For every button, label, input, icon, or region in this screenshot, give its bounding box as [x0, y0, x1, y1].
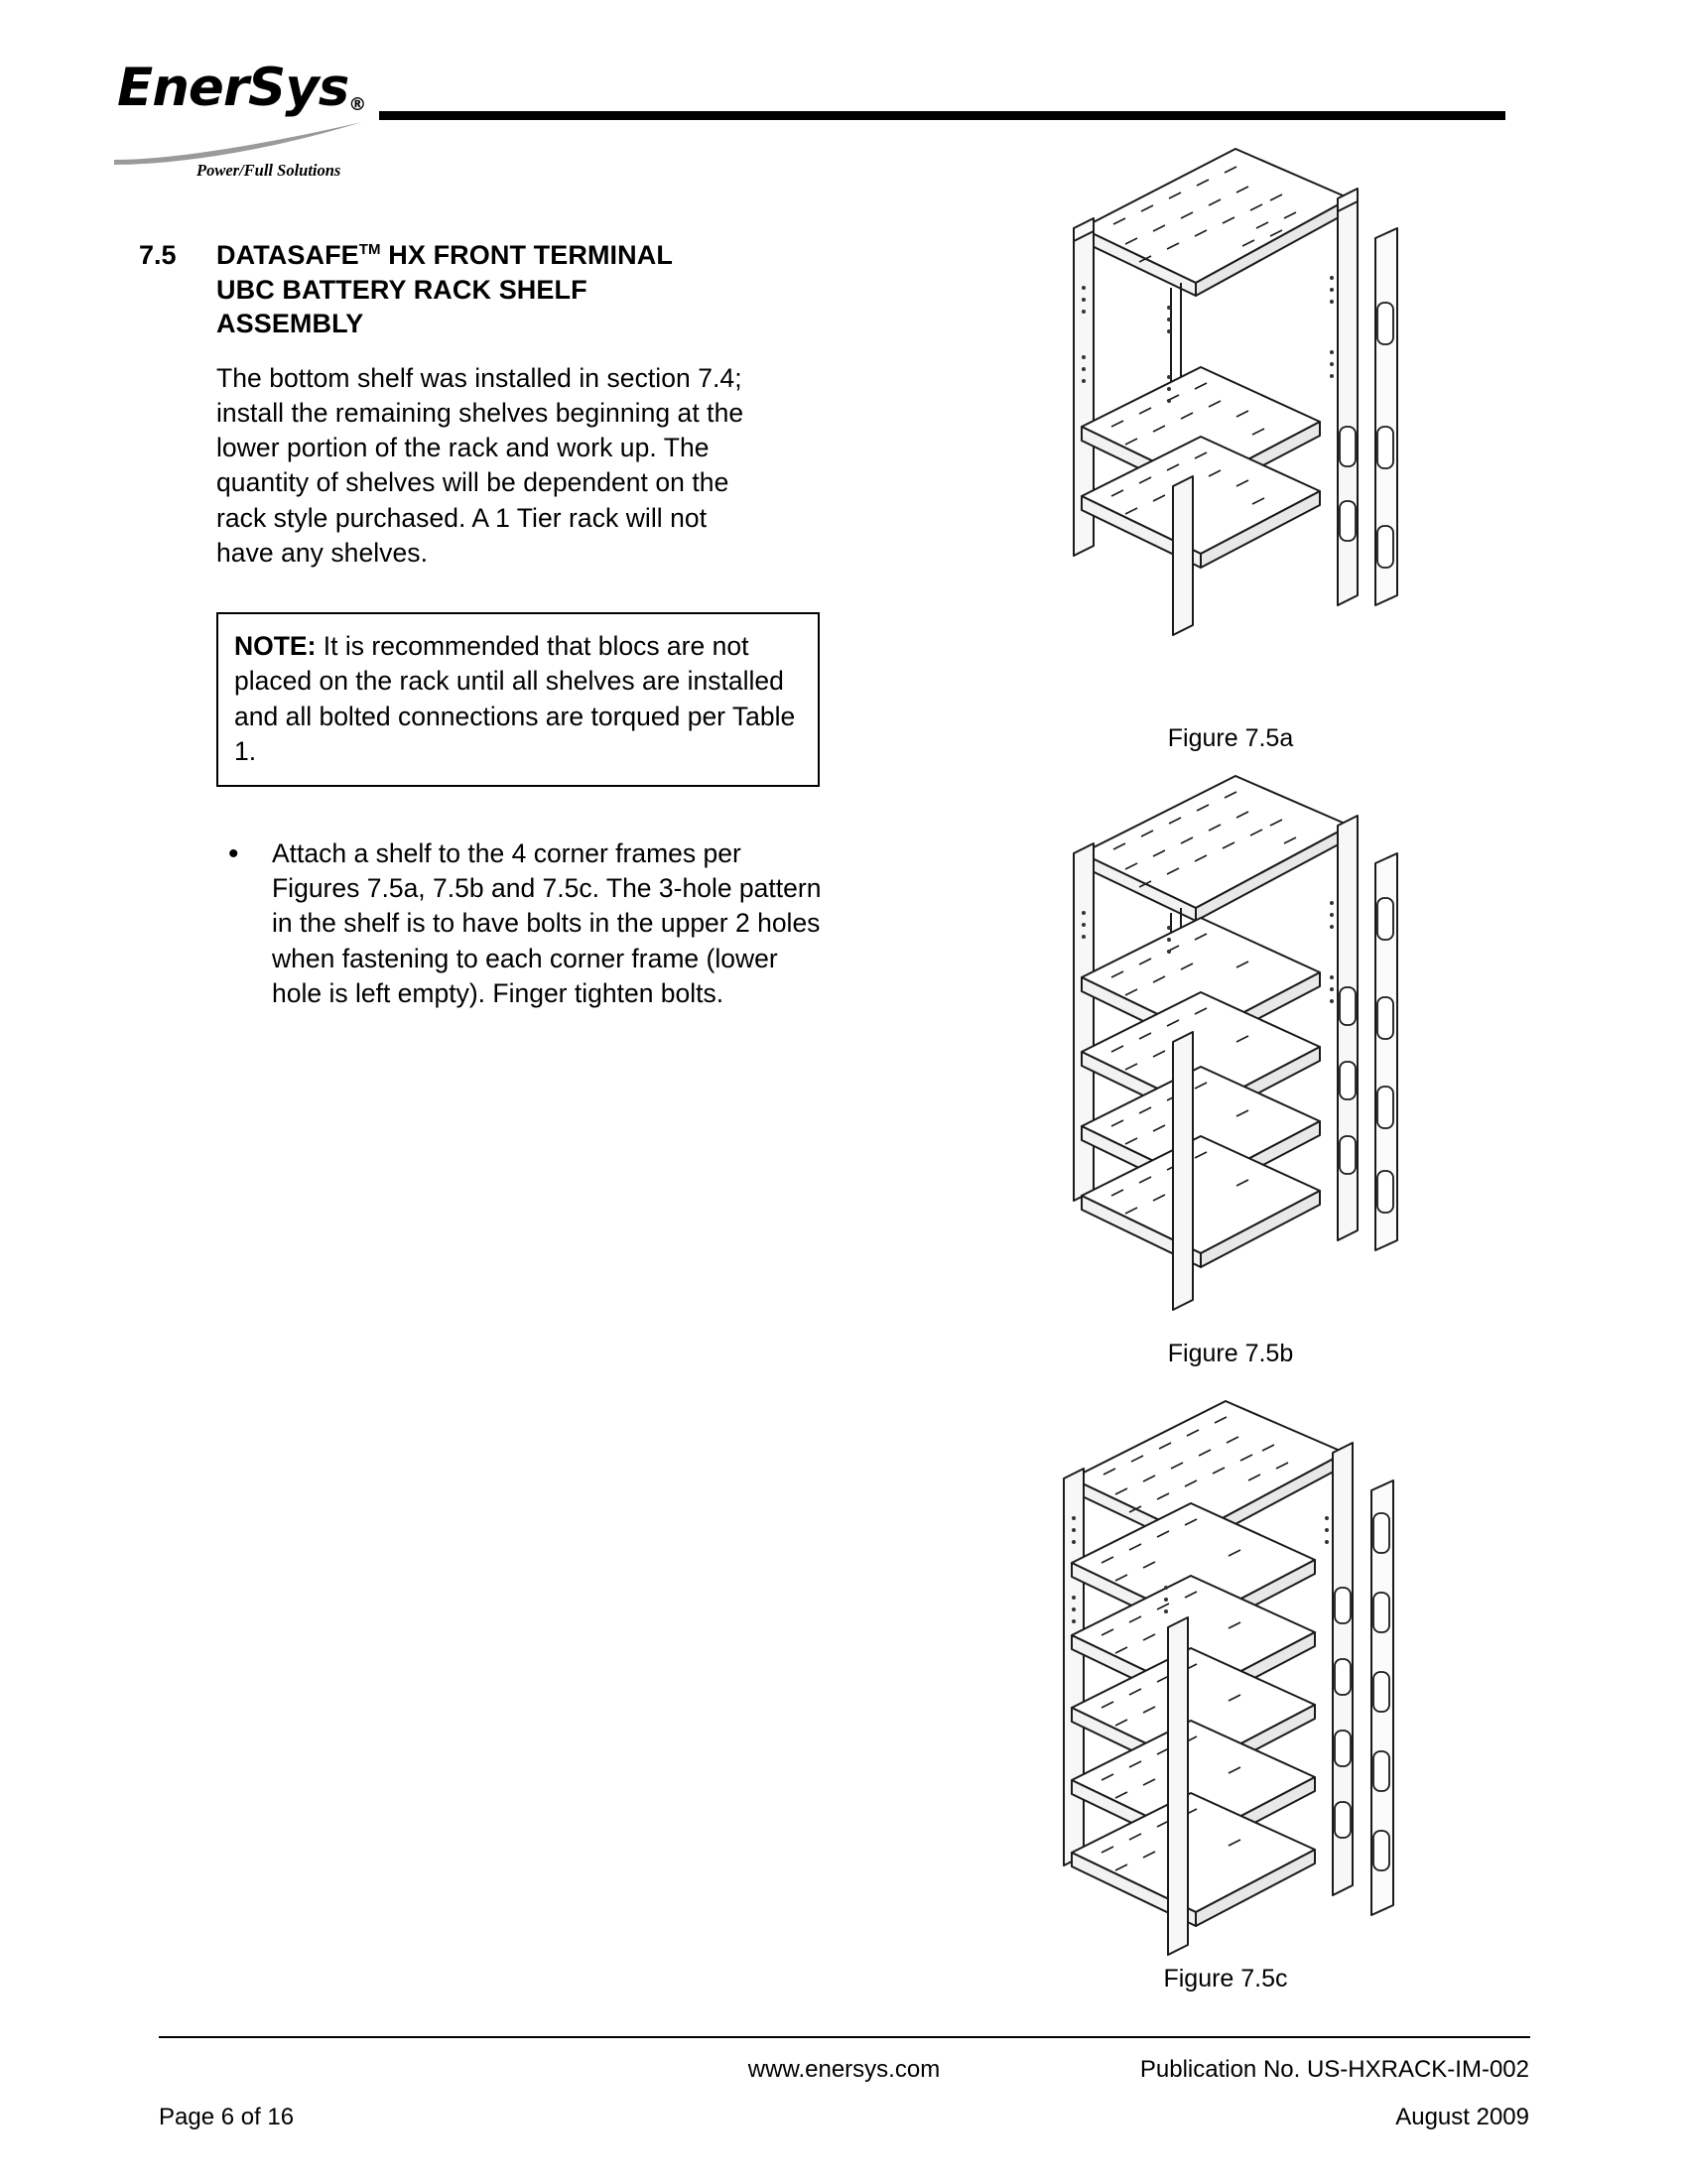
header-divider [379, 111, 1505, 120]
rack-illustration-5-shelf [1012, 1389, 1439, 1975]
page-footer [0, 2046, 1688, 2165]
rack-illustration-3-shelf [1022, 764, 1439, 1349]
note-box [216, 612, 820, 787]
enersys-logo [117, 58, 375, 191]
section-title [216, 238, 673, 341]
bullet-marker: • [228, 836, 239, 870]
section-heading [139, 238, 754, 341]
figure-7-5a [1022, 129, 1439, 784]
footer-website: www.enersys.com [747, 2056, 941, 2083]
logo-registered-mark: ® [348, 94, 366, 115]
section-number: 7.5 [139, 240, 177, 270]
section-title-line1: DATASAFE [216, 240, 359, 270]
rack-illustration-1-shelf [1022, 129, 1439, 734]
section-title-line3: ASSEMBLY [216, 309, 364, 339]
note-label: NOTE: [234, 631, 317, 662]
logo-wordmark: EnerSys® [117, 58, 366, 118]
logo-swoosh-icon [109, 116, 367, 166]
footer-divider [159, 2036, 1530, 2038]
footer-publication: Publication No. US-HXRACK-IM-002 [1139, 2056, 1529, 2083]
note-text: It is recommended that blocs are not placed on the rack until all shelves are installed and all bolted connections are torqued per Table 1. [234, 631, 796, 766]
bullet-text: Attach a shelf to the 4 corner frames per Figures 7.5a, 7.5b and 7.5c. The 3-hole pattern in the shelf is to have bolts in the upper 2 holes when fastening to each corner frame (lower hole is left empty). Finger tighten bolts. [272, 837, 822, 1008]
footer-date: August 2009 [1395, 2104, 1529, 2130]
section-title-line1-rest: HX FRONT TERMINAL [380, 240, 673, 270]
figure-7-5c [1012, 1389, 1439, 2024]
figure-caption: Figure 7.5a [1167, 724, 1294, 752]
figure-caption: Figure 7.5c [1163, 1965, 1288, 1992]
section-title-line2: UBC BATTERY RACK SHELF [216, 274, 587, 305]
trademark-mark: TM [358, 241, 381, 258]
logo-tagline: Power/Full Solutions [196, 161, 341, 180]
bullet-item [216, 836, 832, 1011]
figure-caption: Figure 7.5b [1167, 1340, 1294, 1367]
footer-page-number: Page 6 of 16 [159, 2104, 295, 2130]
section-paragraph: The bottom shelf was installed in section 7.4; install the remaining shelves beginning at the lower portion of the rack and work up. The quantity of shelves will be dependent on the rack style purchased. A 1 Tier rack will not have any shelves. [216, 362, 744, 568]
text-column [139, 238, 822, 1011]
figure-7-5b [1022, 764, 1439, 1399]
